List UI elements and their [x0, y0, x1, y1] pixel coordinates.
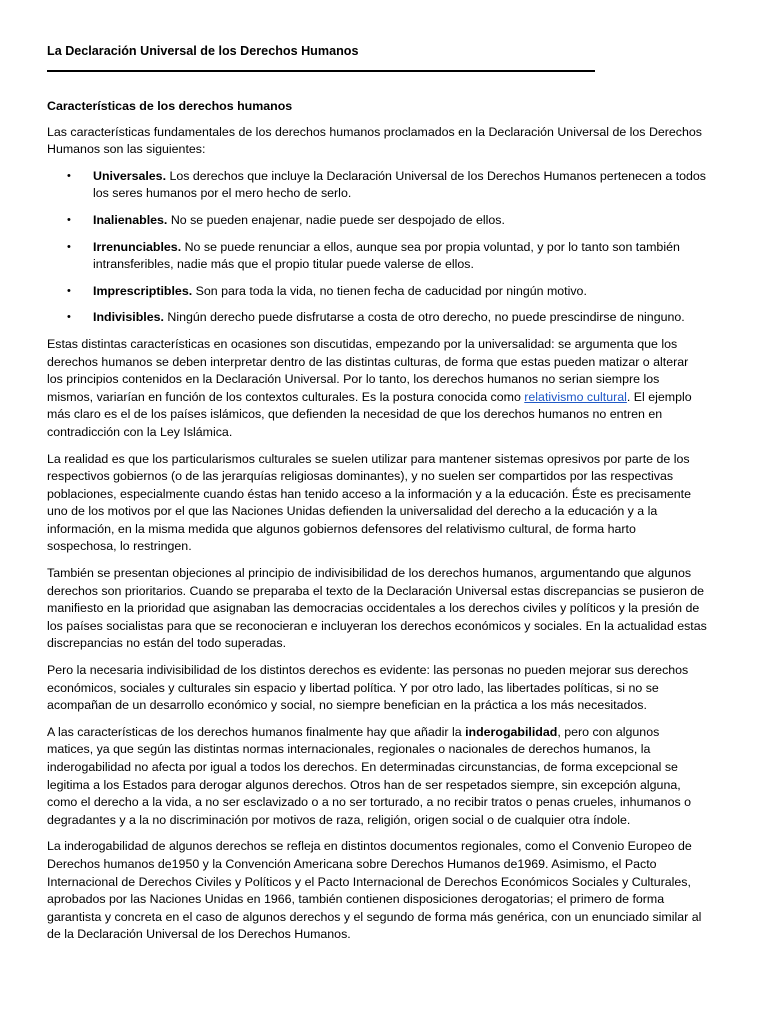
- list-item: [47, 239, 707, 274]
- list-item-text: Los derechos que incluye la Declaración Universal de los Derechos Humanos pertenecen a todos los seres humanos por el mero hecho de serlo.: [93, 168, 707, 201]
- paragraph-indivisibility-objections: También se presentan objeciones al principio de indivisibilidad de los derechos humanos, argumentando que algunos derechos son prioritarios. Cuando se preparaba el texto de la Declaración Universal estas discrepancias se pusieron de manifiesto en la prioridad que asignaban las democracias occidentales a los derechos civiles y políticos y la presión de los países socialistas para que se reconocieran e incluyeran los derechos económicos y sociales. En la actualidad estas discrepancias no están del todo superadas.: [47, 566, 707, 651]
- bullet-icon: •: [67, 284, 71, 297]
- list-item-term: Imprescriptibles.: [93, 283, 193, 298]
- paragraph-text: , pero con algunos matices, ya que según las distintas normas internacionales, regionales o nacionales de derechos humanos, la inderogabilidad no afecta por igual a todos los derechos. En determinadas circunstancias, de forma excepcional se legitima a los Estados para derogar algunos derechos. Otros han de ser respetados siempre, sin excepción alguna, como el derecho a la vida, a no ser esclavizado o a no ser torturado, a no recibir tratos o penas crueles, inhumanos o degradantes y a la no discriminación por motivos de raza, religión, origen social o de cualquier otra índole.: [47, 724, 691, 827]
- list-item-term: Indivisibles.: [93, 310, 164, 325]
- bullet-icon: •: [67, 213, 71, 226]
- section-heading: Características de los derechos humanos: [47, 99, 293, 113]
- list-item-term: Universales.: [93, 168, 167, 183]
- characteristics-list: [47, 168, 707, 327]
- paragraph-universality: [47, 336, 707, 442]
- list-item-text: Ningún derecho puede disfrutarse a costa de otro derecho, no puede prescindirse de ninguno.: [163, 310, 685, 325]
- list-item: [47, 168, 707, 203]
- paragraph-particularismos: La realidad es que los particularismos culturales se suelen utilizar para mantener sistemas opresivos por parte de los respectivos gobiernos (o de las jerarquías religiosas dominantes), y no suelen ser compartidos por las respectivas poblaciones, especialmente cuando éstas han tenido acceso a la información y a la educación. Éste es precisamente uno de los motivos por el que las Naciones Unidas defienden la universalidad del derecho a la educación y a la información, en la misma medida que algunos gobiernos defensores del relativismo cultural, de forma harto sospechosa, lo restringen.: [47, 451, 692, 554]
- list-item-term: Inalienables.: [93, 212, 168, 227]
- list-item-text: Son para toda la vida, no tienen fecha de caducidad por ningún motivo.: [192, 283, 587, 298]
- title-underline-rule: [47, 70, 595, 72]
- inderogabilidad-term: inderogabilidad: [465, 724, 558, 739]
- list-item-text: No se pueden enajenar, nadie puede ser despojado de ellos.: [167, 212, 505, 227]
- paragraph-inderogabilidad: [47, 724, 707, 830]
- list-item: [47, 212, 707, 230]
- paragraph-text: Estas distintas características en ocasiones son discutidas, empezando por la universalidad: se argumenta que los derechos humanos se deben interpretar dentro de las distintas culturas, de forma que estas pueden matizar o alterar los principios contenidos en la Declaración Universal. Por lo tanto, los derechos humanos no serian siempre los mismos, variarían en función de los contextos culturales. Es la postura conocida como: [47, 336, 689, 404]
- bullet-icon: •: [67, 169, 71, 182]
- document-body: [47, 98, 707, 953]
- list-item-term: Irrenunciables.: [93, 239, 182, 254]
- paragraph-indivisibility-evident: Pero la necesaria indivisibilidad de los distintos derechos es evidente: las personas no pueden mejorar sus derechos económicos, sociales y culturales sin espacio y libertad política. Y por otro lado, las libertades políticas, si no se acompañan de un desarrollo económico y social, no siempre benefician en la práctica a los más necesitados.: [47, 663, 689, 713]
- list-item: [47, 309, 707, 327]
- bullet-icon: •: [67, 311, 71, 324]
- document-title: La Declaración Universal de los Derechos Humanos: [47, 44, 359, 58]
- paragraph-text: A las características de los derechos humanos finalmente hay que añadir la: [47, 724, 466, 739]
- paragraph-text: . El ejemplo más claro es el de los países islámicos, que defienden la necesidad de que los derechos humanos no entren en contradicción con la Ley Islámica.: [47, 389, 692, 439]
- relativismo-cultural-link[interactable]: relativismo cultural: [524, 389, 627, 404]
- intro-paragraph: Las características fundamentales de los derechos humanos proclamados en la Declaración Universal de los Derechos Humanos son las siguientes:: [47, 124, 702, 157]
- list-item-text: No se puede renunciar a ellos, aunque sea por propia voluntad, y por lo tanto son también intransferibles, nadie más que el propio titular puede valerse de ellos.: [93, 239, 680, 272]
- paragraph-regional-documents: La inderogabilidad de algunos derechos se refleja en distintos documentos regionales, como el Convenio Europeo de Derechos humanos de1950 y la Convención Americana sobre Derechos Humanos de1969. Asimismo, el Pacto Internacional de Derechos Civiles y Políticos y el Pacto Internacional de Derechos Económicos Sociales y Culturales, aprobados por las Naciones Unidas en 1966, también contienen disposiciones derogatorias; el primero de forma garantista y concreta en el caso de algunos derechos y el segundo de forma más genérica, con un enunciado similar al de la Declaración Universal de los Derechos Humanos.: [47, 839, 702, 942]
- list-item: [47, 283, 707, 301]
- bullet-icon: •: [67, 240, 71, 253]
